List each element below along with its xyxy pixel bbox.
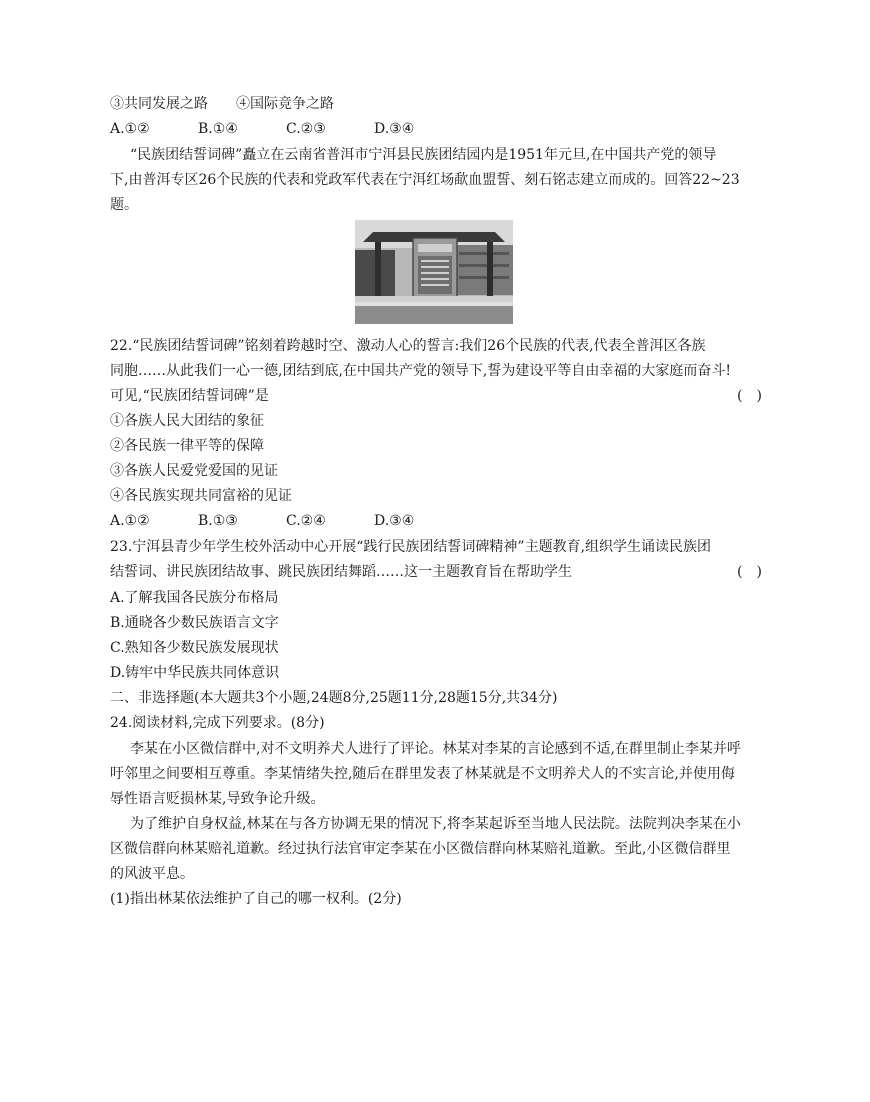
q23-option-c: C.熟知各少数民族发展现状: [110, 640, 279, 656]
material-p1-line-2: 吁邻里之间要相互尊重。李某情绪失控,随后在群里发表了林某就是不文明养犬人的不实言论,并使用侮: [110, 766, 735, 782]
option-c: C.②④: [286, 513, 326, 529]
option-a: A.①②: [110, 513, 150, 529]
option-d: D.③④: [374, 121, 415, 137]
q23-option-b: B.通晓各少数民族语言文字: [110, 615, 279, 631]
q22-statement-3: ③各族人民爱党爱国的见证: [110, 463, 278, 479]
material-p1-line-1: 李某在小区微信群中,对不文明养犬人进行了评论。林某对李某的言论感到不适,在群里制止李某并呼: [130, 741, 741, 757]
q22-stem-line-2: 同胞……从此我们一心一德,团结到底,在中国共产党的领导下,誓为建设平等自由幸福的大家庭而奋斗!: [110, 363, 731, 379]
monument-photo: [355, 220, 513, 324]
q22-statement-2: ②各民族一律平等的保障: [110, 438, 264, 454]
q22-stem-line-1: 22.“民族团结誓词碑”铭刻着跨越时空、激动人心的誓言:我们26个民族的代表,代表全普洱区各族: [110, 338, 706, 354]
material-p2-line-2: 区微信群向林某赔礼道歉。经过执行法官审定李某在小区微信群向林某赔礼道歉。至此,小区微信群里: [110, 841, 731, 857]
q24-stem: 24.阅读材料,完成下列要求。(8分): [110, 715, 325, 731]
option-line-3-4: ③共同发展之路 ④国际竞争之路: [110, 96, 334, 112]
intro-line-2: 下,由普洱专区26个民族的代表和党政军代表在宁洱红场歃血盟誓、刻石铭志建立而成的。回答22~23: [110, 172, 740, 188]
q22-stem-line-3: 可见,“民族团结誓词碑”是: [110, 388, 269, 404]
material-p1-line-3: 辱性语言贬损林某,导致争论升级。: [110, 791, 325, 807]
q22-answer-blank: ( ): [737, 388, 762, 404]
q23-option-d: D.铸牢中华民族共同体意识: [110, 665, 280, 681]
option-a: A.①②: [110, 121, 150, 137]
q23-stem-line-1: 23.宁洱县青少年学生校外活动中心开展“践行民族团结誓词碑精神”主题教育,组织学生诵读民族团: [110, 539, 712, 555]
q21-options: [110, 119, 414, 139]
q24-sub-1: (1)指出林某依法维护了自己的哪一权利。(2分): [110, 891, 402, 907]
material-p2-line-1: 为了维护自身权益,林某在与各方协调无果的情况下,将李某起诉至当地人民法院。法院判决李某在小: [130, 816, 741, 832]
q22-statement-1: ①各族人民大团结的象征: [110, 413, 264, 429]
q22-options: [110, 511, 414, 531]
q23-option-a: A.了解我国各民族分布格局: [110, 590, 279, 606]
intro-line-1: “民族团结誓词碑”矗立在云南省普洱市宁洱县民族团结园内是1951年元旦,在中国共产党的领导: [130, 147, 717, 163]
option-b: B.①③: [198, 513, 238, 529]
option-b: B.①④: [198, 121, 238, 137]
q22-statement-4: ④各民族实现共同富裕的见证: [110, 488, 292, 504]
material-p2-line-3: 的风波平息。: [110, 866, 194, 882]
q23-stem-line-2: 结誓词、讲民族团结故事、跳民族团结舞蹈……这一主题教育旨在帮助学生: [110, 564, 572, 580]
intro-line-3: 题。: [110, 197, 138, 213]
section-2-heading: 二、非选择题(本大题共3个小题,24题8分,25题11分,28题15分,共34分): [110, 690, 558, 706]
option-d: D.③④: [374, 513, 415, 529]
option-c: C.②③: [286, 121, 326, 137]
q23-answer-blank: ( ): [737, 564, 762, 580]
